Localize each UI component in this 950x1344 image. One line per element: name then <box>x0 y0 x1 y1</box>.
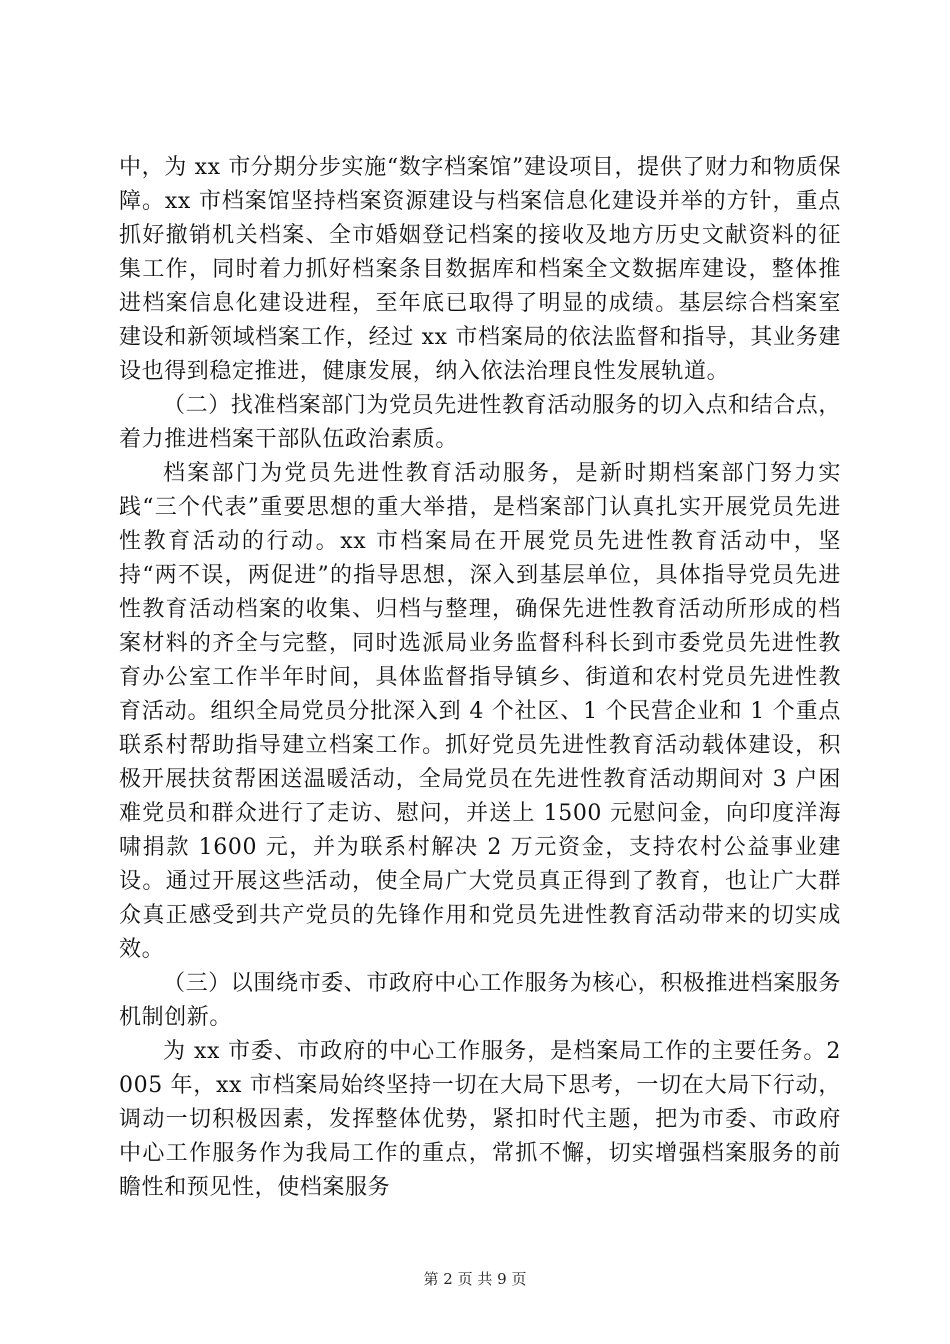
paragraph-party-education: 档案部门为党员先进性教育活动服务，是新时期档案部门努力实践“三个代表”重要思想的重大举措，是档案部门认真扎实开展党员先进性教育活动的行动。xx 市档案局在开展党员先进性教育活动中，坚持“两不误，两促进”的指导思想，深入到基层单位，具体指导党员先进性教育活动档案的收集、归档与整理，确保先进性教育活动所形成的档案材料的齐全与完整，同时选派局业务监督科科长到市委党员先进性教育办公室工作半年时间，具体监督指导镇乡、街道和农村党员先进性教育活动。组织全局党员分批深入到 4 个社区、1 个民营企业和 1 个重点联系村帮助指导建立档案工作。抓好党员先进性教育活动载体建设，积极开展扶贫帮困送温暖活动，全局党员在先进性教育活动期间对 3 户困难党员和群众进行了走访、慰问，并送上 1500 元慰问金，向印度洋海啸捐款 1600 元，并为联系村解决 2 万元资金，支持农村公益事业建设。通过开展这些活动，使全局广大党员真正得到了教育，也让广大群众真正感受到共产党员的先锋作用和党员先进性教育活动带来的切实成效。 <box>119 461 841 962</box>
paragraph-continuation: 中，为 xx 市分期分步实施“数字档案馆”建设项目，提供了财力和物质保障。xx 市档案馆坚持档案资源建设与档案信息化建设并举的方针，重点抓好撤销机关档案、全市婚姻登记档案的接收及地方历史文献资料的征集工作，同时着力抓好档案条目数据库和档案全文数据库建设，整体推进档案信息化建设进程，至年底已取得了明显的成绩。基层综合档案室建设和新领域档案工作，经过 xx 市档案局的依法监督和指导，其业务建设也得到稳定推进，健康发展，纳入依法治理良性发展轨道。 <box>119 155 841 384</box>
page-footer <box>0 1269 950 1289</box>
paragraph-central-work: 为 xx 市委、市政府的中心工作服务，是档案局工作的主要任务。2005 年，xx 市档案局始终坚持一切在大局下思考，一切在大局下行动，调动一切积极因素，发挥整体优势，紧扣时代主题，把为市委、市政府中心工作服务作为我局工作的重点，常抓不懈，切实增强档案服务的前瞻性和预见性，使档案服务 <box>119 1039 841 1200</box>
section-heading-2: （二）找准档案部门为党员先进性教育活动服务的切入点和结合点，着力推进档案干部队伍政治素质。 <box>119 393 842 452</box>
page-number: 第 2 页 共 9 页 <box>423 1270 527 1288</box>
section-heading-3: （三）以围绕市委、市政府中心工作服务为核心，积极推进档案服务机制创新。 <box>119 971 842 1030</box>
body-text <box>119 151 841 1205</box>
